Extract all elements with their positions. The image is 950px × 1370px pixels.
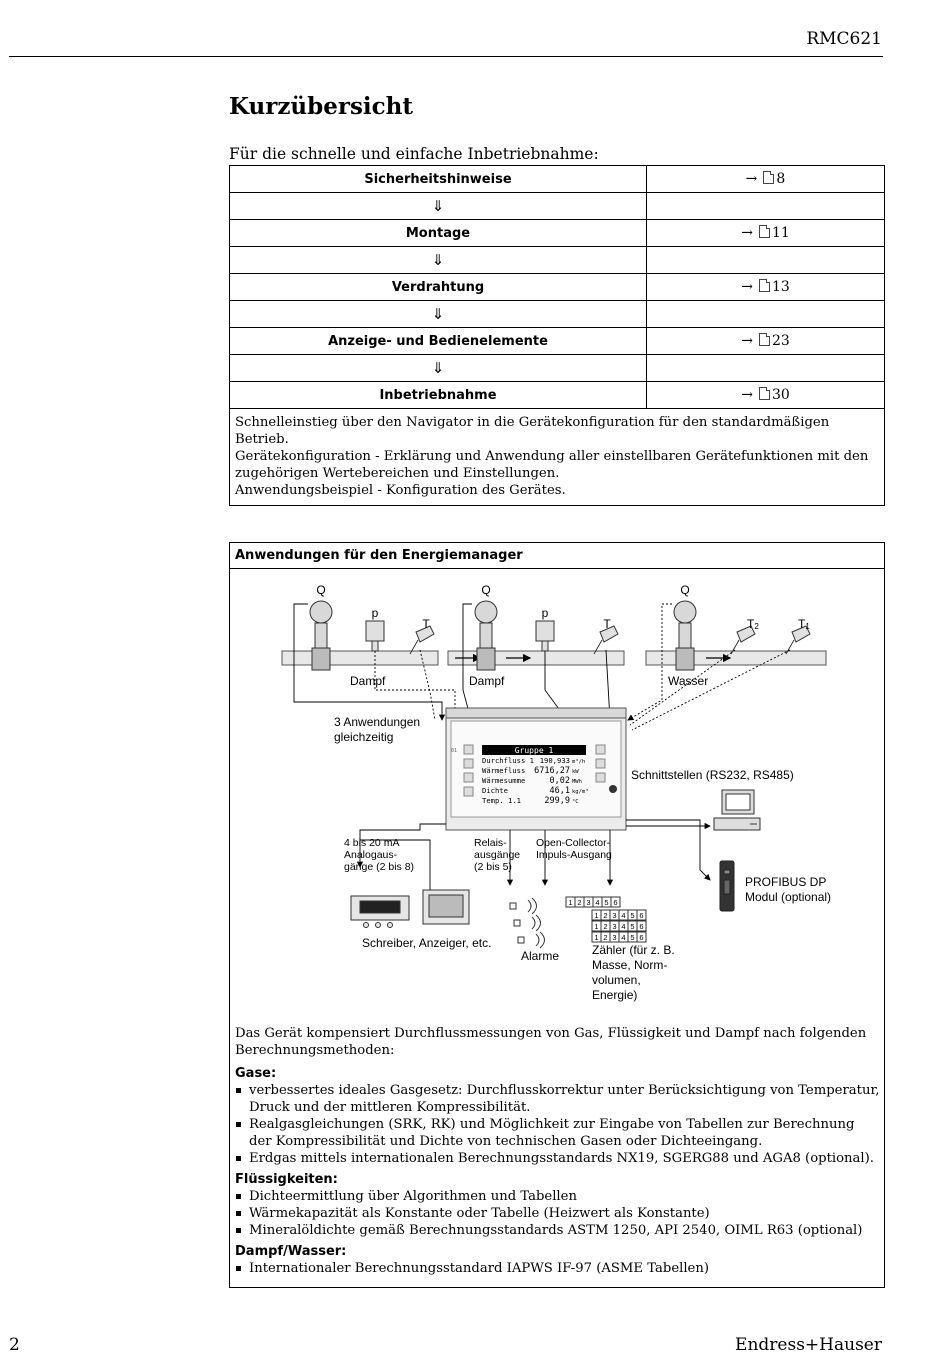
- counter-digit: 5: [604, 898, 609, 907]
- profibus-module-icon: [720, 861, 734, 911]
- arrow-right-icon: →: [741, 333, 753, 349]
- display-row-unit: kg/m³: [572, 789, 589, 795]
- counter-digit: 3: [586, 898, 591, 907]
- pipe-1: [282, 651, 438, 665]
- header-rule: [9, 56, 883, 57]
- counter-digit: 5: [630, 911, 635, 920]
- applications-intro: Das Gerät kompensiert Durchflussmessungen von Gas, Flüssigkeit und Dampf nach folgenden Berechnungsmethoden:: [235, 1026, 867, 1058]
- apps-note-line: 3 Anwendungen: [334, 715, 421, 729]
- t2-subscript: 2: [754, 622, 759, 631]
- counter-digit: 2: [603, 911, 608, 920]
- t1-subscript: 1: [805, 622, 810, 631]
- counter-line: Energie): [592, 988, 638, 1002]
- display-row-value: 6716,27: [534, 766, 570, 776]
- counter-digit: 2: [603, 933, 608, 942]
- empty-cell: [647, 247, 885, 274]
- display-row-unit: m³/h: [572, 759, 586, 765]
- section-list: [235, 1082, 881, 1167]
- analog-output-line: Analogaus-: [344, 849, 398, 861]
- step-page-number: 11: [771, 225, 790, 241]
- step-page-number: 13: [771, 279, 790, 295]
- display-indicator-icon: [351, 896, 409, 928]
- analog-output-line: gänge (2 bis 8): [344, 861, 415, 873]
- relay-output-line: Relais-: [474, 837, 507, 849]
- recorder-label: Schreiber, Anzeiger, etc.: [362, 936, 492, 950]
- display-row-label: Durchfluss 1: [482, 756, 534, 765]
- computer-icon: [714, 790, 760, 830]
- step-label: Inbetriebnahme: [230, 382, 647, 409]
- step-page-ref[interactable]: [647, 274, 885, 301]
- display-row-value: 46,1: [549, 786, 570, 796]
- step-page-number: 30: [771, 387, 790, 403]
- step-label: Sicherheitshinweise: [230, 166, 647, 193]
- display-row-unit: °C: [572, 799, 579, 805]
- sensor-label-t1: [798, 617, 810, 631]
- step-arrow-row: [230, 247, 885, 274]
- page-icon: [763, 171, 774, 184]
- section-heading: Gase:: [235, 1066, 277, 1081]
- step-label: Anzeige- und Bedienelemente: [230, 328, 647, 355]
- section-heading: Dampf/Wasser:: [235, 1244, 347, 1259]
- sensor-label-p: p: [371, 606, 379, 620]
- display-row-unit: MWh: [572, 779, 582, 785]
- arrow-down-icon: ⇓: [230, 301, 647, 328]
- applications-box: [229, 542, 885, 1288]
- section-heading: Flüssigkeiten:: [235, 1172, 338, 1187]
- list-item: verbessertes ideales Gasgesetz: Durchflusskorrektur unter Berücksichtigung von Temperatur, Druck und der mittleren Kompressibilität.: [235, 1082, 881, 1116]
- counter-digit: 4: [621, 922, 626, 931]
- display-row-value: 299,9: [544, 796, 570, 806]
- counter-line: Zähler (für z. B.: [592, 943, 675, 957]
- brand-name: Endress+Hauser: [735, 1335, 882, 1355]
- sensor-label-t: T: [422, 617, 430, 631]
- counter-digit: 1: [594, 922, 599, 931]
- pressure-sensor-icon: [366, 621, 554, 651]
- display-row-value: 0,02: [549, 776, 570, 786]
- empty-cell: [647, 193, 885, 220]
- description-line: Anwendungsbeispiel - Konfiguration des Gerätes.: [235, 483, 566, 498]
- applications-diagram: [230, 570, 884, 1022]
- apps-note-line: gleichzeitig: [334, 730, 394, 744]
- counter-digit: 2: [603, 922, 608, 931]
- t1-main: T: [798, 617, 806, 631]
- profibus-line: Modul (optional): [745, 890, 832, 904]
- sensor-label-t2: [747, 617, 759, 631]
- display-row-label: Wärmesumme: [482, 776, 526, 785]
- quick-start-table: [229, 165, 885, 506]
- steps-description: [230, 409, 885, 506]
- analog-output-line: 4 bis 20 mA: [344, 837, 400, 849]
- counter-line: volumen,: [592, 973, 641, 987]
- counter-line: Masse, Norm-: [592, 958, 668, 972]
- medium-label: Dampf: [350, 674, 386, 688]
- applications-text: [235, 1025, 881, 1281]
- step-row: [230, 274, 885, 301]
- list-item: Erdgas mittels internationalen Berechnungsstandards NX19, SGERG88 und AGA8 (optional).: [235, 1150, 881, 1167]
- t2-main: T: [747, 617, 755, 631]
- medium-label: Dampf: [469, 674, 505, 688]
- display-row-unit: kW: [572, 769, 579, 775]
- display-title: Gruppe 1: [514, 746, 554, 755]
- counter-digit: 4: [595, 898, 600, 907]
- arrow-right-icon: →: [741, 279, 753, 295]
- medium-label: Wasser: [668, 674, 709, 688]
- counter-digit: 3: [612, 911, 617, 920]
- list-item: Wärmekapazität als Konstante oder Tabelle (Heizwert als Konstante): [235, 1205, 881, 1222]
- alarms-label: Alarme: [521, 949, 560, 963]
- arrow-down-icon: ⇓: [230, 193, 647, 220]
- step-page-ref[interactable]: [647, 220, 885, 247]
- display-row-label: Wärmefluss: [482, 766, 526, 775]
- empty-cell: [647, 301, 885, 328]
- display-row-label: Dichte: [482, 786, 508, 795]
- step-label: Montage: [230, 220, 647, 247]
- counter-digit: 5: [630, 933, 635, 942]
- step-page-number: 23: [771, 333, 790, 349]
- pipes: [282, 651, 826, 665]
- counter-digit: 6: [639, 911, 644, 920]
- description-line: Gerätekonfiguration - Erklärung und Anwendung aller einstellbaren Gerätefunktionen mit den zugehörigen Wertebereichen und Einstellungen.: [235, 449, 869, 481]
- counter-digit: 3: [612, 933, 617, 942]
- relay-output-line: ausgänge: [474, 849, 521, 861]
- description-line: Schnelleinstieg über den Navigator in die Gerätekonfiguration für den standardmäßigen Betrieb.: [235, 415, 830, 447]
- arrow-down-icon: ⇓: [230, 355, 647, 382]
- page-icon: [759, 387, 770, 400]
- pipe-3: [646, 651, 826, 665]
- step-row: [230, 166, 885, 193]
- list-item: Internationaler Berechnungsstandard IAPWS IF-97 (ASME Tabellen): [235, 1260, 881, 1277]
- counter-digit: 1: [568, 898, 573, 907]
- display-row-label: Temp. 1.1: [482, 796, 521, 805]
- arrow-right-icon: →: [745, 171, 758, 187]
- step-page-ref[interactable]: [647, 382, 885, 409]
- counter-icon: [566, 897, 646, 942]
- step-row: [230, 220, 885, 247]
- sensor-label-q: Q: [680, 583, 690, 597]
- display-row-value: 190,933: [539, 756, 570, 765]
- page-number: 2: [9, 1335, 20, 1355]
- step-row: [230, 382, 885, 409]
- counter-digit: 6: [639, 922, 644, 931]
- list-item: Dichteermittlung über Algorithmen und Tabellen: [235, 1188, 881, 1205]
- page-title: Kurzübersicht: [229, 93, 413, 120]
- arrow-right-icon: →: [741, 225, 753, 241]
- arrow-right-icon: →: [741, 387, 753, 403]
- open-collector-line: Impuls-Ausgang: [536, 849, 612, 861]
- description-row: [230, 409, 885, 506]
- counter-digit: 2: [577, 898, 582, 907]
- document-model: RMC621: [806, 29, 882, 49]
- relay-output-line: (2 bis 5): [474, 861, 512, 873]
- device-rmc621: [446, 708, 626, 830]
- applications-title: Anwendungen für den Energiemanager: [230, 543, 884, 569]
- sensor-label-t: T: [603, 617, 611, 631]
- step-page-ref[interactable]: [647, 328, 885, 355]
- sensor-label-q: Q: [481, 583, 491, 597]
- counter-digit: 3: [612, 922, 617, 931]
- recorder-icon: [423, 890, 469, 924]
- step-arrow-row: [230, 355, 885, 382]
- counter-digit: 6: [613, 898, 618, 907]
- section-list: [235, 1188, 881, 1239]
- page-icon: [759, 333, 770, 346]
- step-page-ref[interactable]: [647, 166, 885, 193]
- interfaces-label: Schnittstellen (RS232, RS485): [631, 768, 794, 782]
- counter-digit: 4: [621, 933, 626, 942]
- arrow-down-icon: ⇓: [230, 247, 647, 274]
- open-collector-line: Open-Collector-: [536, 837, 611, 849]
- sensor-label-p: p: [541, 606, 549, 620]
- step-arrow-row: [230, 301, 885, 328]
- page-subtitle: Für die schnelle und einfache Inbetriebnahme:: [229, 145, 599, 163]
- counter-digit: 4: [621, 911, 626, 920]
- section-list: [235, 1260, 881, 1277]
- alarm-icon: [510, 898, 545, 948]
- step-page-number: 8: [776, 171, 786, 187]
- list-item: Realgasgleichungen (SRK, RK) und Möglichkeit zur Eingabe von Tabellen zur Berechnung der Kompressibilität und Dichte von technischen Gasen oder Dichteeingang.: [235, 1116, 881, 1150]
- counter-digit: 1: [594, 933, 599, 942]
- page-icon: [759, 279, 770, 292]
- sensor-label-q: Q: [316, 583, 326, 597]
- device-channel-label: 01: [451, 748, 458, 754]
- list-item: Mineralöldichte gemäß Berechnungsstandards ASTM 1250, API 2540, OIML R63 (optional): [235, 1222, 881, 1239]
- profibus-line: PROFIBUS DP: [745, 875, 827, 889]
- step-label: Verdrahtung: [230, 274, 647, 301]
- counter-digit: 6: [639, 933, 644, 942]
- counter-digit: 1: [594, 911, 599, 920]
- step-arrow-row: [230, 193, 885, 220]
- step-row: [230, 328, 885, 355]
- counter-digit: 5: [630, 922, 635, 931]
- page-icon: [759, 225, 770, 238]
- empty-cell: [647, 355, 885, 382]
- device-led: [609, 785, 617, 793]
